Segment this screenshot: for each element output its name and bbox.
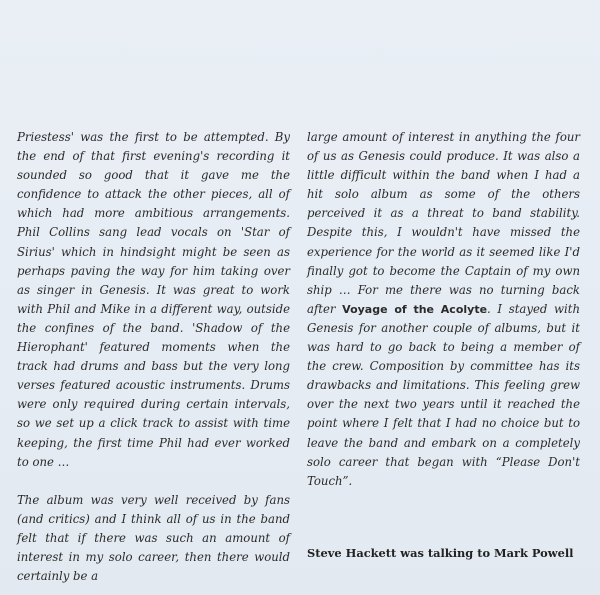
album-title: Voyage of the Acolyte — [342, 302, 488, 316]
left-paragraph-1: Priestess' was the first to be attempted. By the end of that first evening's recording it sounded so good that it gave me the confidence to attack the other pieces, all of which had more ambitious arrangements. Phil Collins sang lead vocals on 'Star of Sirius' which in hindsight might be seen as perhaps paving the way for him taking over as singer in Genesis. It was great to work with Phil and Mike in a different way, outside the confines of the band. 'Shadow of the Hierophant' featured moments when the track had drums and bass but the very long verses featured acoustic instruments. Drums were only required during certain intervals, so we set up a click track to assist with time keeping, the first time Phil had ever worked to one … — [17, 130, 290, 469]
interview-credit: Steve Hackett was talking to Mark Powell — [307, 546, 574, 560]
right-paragraph — [307, 128, 580, 491]
right-column — [307, 128, 580, 491]
left-column — [17, 128, 290, 586]
right-text-before-title: large amount of interest in anything the four of us as Genesis could produce. It was also a little difficult within the band when I had a hit solo album as some of the others perceived it as a threat to band stability. Despite this, I wouldn't have missed the experience for the world as it seemed like I'd finally got to become the Captain of my own ship … For me there was no turning back after — [307, 130, 580, 316]
left-paragraph-2: The album was very well received by fans (and critics) and I think all of us in the band felt that if there was such an amount of interest in my solo career, then there would certainly be a — [17, 492, 290, 584]
right-text-after-title: . I stayed with Genesis for another couple of albums, but it was hard to go back to being a member of the crew. Composition by committee has its drawbacks and limitations. This feeling grew over the next two years until it reached the point where I felt that I had no choice but to leave the band and embark on a completely solo career that began with “Please Don't Touch”. — [307, 301, 580, 488]
